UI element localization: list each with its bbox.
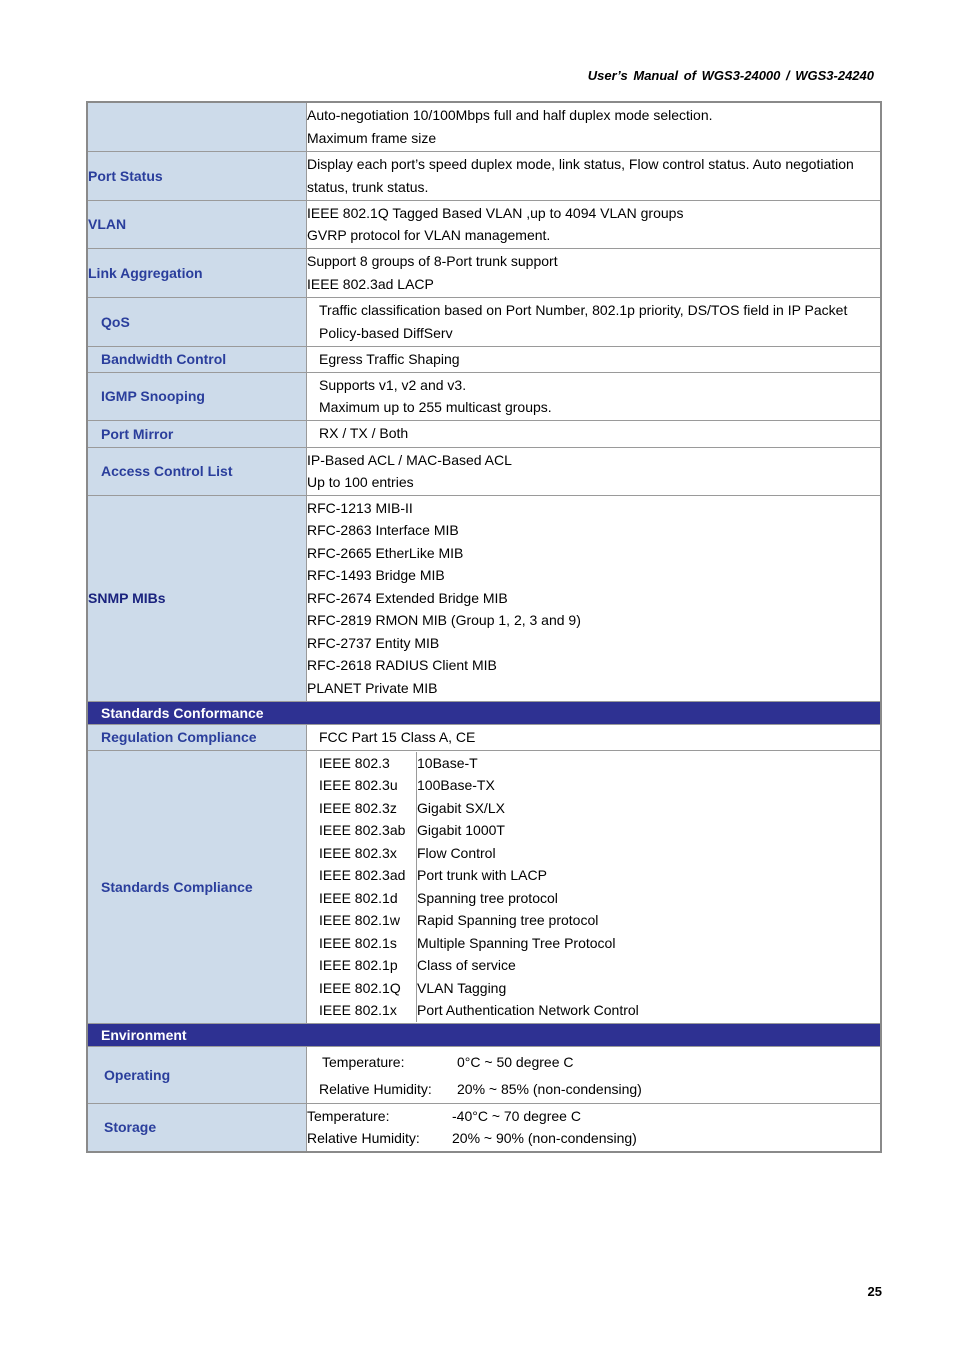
row-label: Port Status xyxy=(87,151,307,200)
row-label: Link Aggregation xyxy=(87,248,307,297)
row-value xyxy=(307,1103,882,1152)
table-row xyxy=(87,724,881,750)
table-row xyxy=(87,102,881,151)
row-label: Storage xyxy=(87,1103,307,1152)
row-label: QoS xyxy=(87,297,307,346)
table-row xyxy=(87,151,881,200)
table-row xyxy=(87,297,881,346)
row-value: IP-Based ACL / MAC-Based ACL Up to 100 entries xyxy=(307,447,882,495)
row-label: Regulation Compliance xyxy=(87,724,307,750)
row-value: Auto-negotiation 10/100Mbps full and half duplex mode selection. Maximum frame size xyxy=(307,102,882,151)
row-value: FCC Part 15 Class A, CE xyxy=(307,724,882,750)
table-row xyxy=(87,1103,881,1152)
section-title: Standards Conformance xyxy=(87,701,881,724)
row-value: RX / TX / Both xyxy=(307,420,882,447)
row-label: Standards Compliance xyxy=(87,750,307,1023)
row-label: IGMP Snooping xyxy=(87,372,307,420)
row-value: Support 8 groups of 8-Port trunk support IEEE 802.3ad LACP xyxy=(307,248,882,297)
table-row xyxy=(87,447,881,495)
section-header xyxy=(87,701,881,724)
page-number: 25 xyxy=(867,1284,882,1299)
spec-table xyxy=(86,101,882,1153)
table-row xyxy=(87,495,881,701)
row-value: RFC-1213 MIB-II RFC-2863 Interface MIB RFC-2665 EtherLike MIB RFC-1493 Bridge MIB RFC-2674 Extended Bridge MIB RFC-2819 RMON MIB (Group 1, 2, 3 and 9) RFC-2737 Entity MIB RFC-2618 RADIUS Client MIB PLANET Private MIB xyxy=(307,495,882,701)
row-value: Display each port’s speed duplex mode, link status, Flow control status. Auto negotiation status, trunk status. xyxy=(307,151,882,200)
storage-grid: Temperature: -40°C ~ 70 degree C Relative Humidity: 20% ~ 90% (non-condensing) xyxy=(307,1107,637,1147)
table-row xyxy=(87,248,881,297)
row-label: Port Mirror xyxy=(87,420,307,447)
manual-header: User’s Manual of WGS3-24000 / WGS3-24240 xyxy=(587,68,874,83)
operating-grid: Temperature: 0°C ~ 50 degree C Relative Humidity: 20% ~ 85% (non-condensing) xyxy=(319,1053,642,1097)
row-value xyxy=(307,1046,882,1103)
row-label: Bandwidth Control xyxy=(87,346,307,372)
table-row xyxy=(87,1046,881,1103)
standards-list xyxy=(307,750,882,1023)
row-value: Traffic classification based on Port Number, 802.1p priority, DS/TOS field in IP Packet Policy-based DiffServ xyxy=(307,297,882,346)
row-label: Access Control List xyxy=(87,447,307,495)
row-label: SNMP MIBs xyxy=(87,495,307,701)
row-label xyxy=(87,102,307,151)
table-row xyxy=(87,750,881,1023)
row-value: IEEE 802.1Q Tagged Based VLAN ,up to 4094 VLAN groups GVRP protocol for VLAN management. xyxy=(307,200,882,248)
section-header xyxy=(87,1023,881,1046)
table-row xyxy=(87,346,881,372)
table-row xyxy=(87,420,881,447)
table-row xyxy=(87,200,881,248)
standards-grid: IEEE 802.3 10Base-T IEEE 802.3u 100Base-TX IEEE 802.3z Gigabit SX/LX IEEE 802.3ab Gigabit 1000T IEEE 802.3x Flow Control IEEE 802.3ad Port trunk with LACP IEEE 802.1d Spanning tree protocol IEEE 802.1w Rapid Spanning tree protocol IEEE 802.1s Multiple Spanning Tree Protocol IEEE 802.1p Class of service IEEE 802.1Q VLAN Tagging IEEE 802.1x Port Authentication Network Control xyxy=(307,752,880,1022)
section-title: Environment xyxy=(87,1023,881,1046)
row-value: Egress Traffic Shaping xyxy=(307,346,882,372)
row-label: VLAN xyxy=(87,200,307,248)
row-label: Operating xyxy=(87,1046,307,1103)
table-row xyxy=(87,372,881,420)
row-value: Supports v1, v2 and v3. Maximum up to 255 multicast groups. xyxy=(307,372,882,420)
